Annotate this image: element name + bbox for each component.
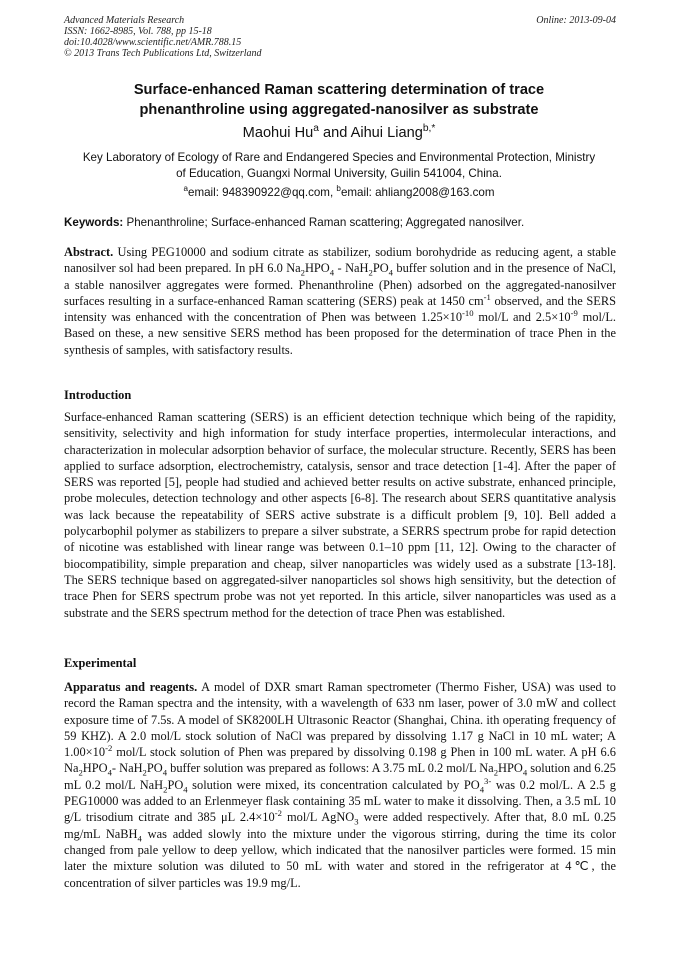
- exp-text-1: A model of DXR smart Raman spectrometer (Thermo Fisher, USA) was used to record the Raman spectra and the intensity, with a wavelength of 633 nm laser, power of 3.0 mW and collect exposure time of 7.5s. A model of SK8200LH Ultrasonic Reactor (Shanghai, China. ith operating frequency of 59 KHZ). A 2.0 mol/L stock solution of NaCl was prepared by dissolving 1.17 g NaCl in 10 mL water; A 1.00×10: [64, 680, 616, 760]
- affiliation: [54, 150, 624, 182]
- author-2-sup: b,*: [422, 123, 436, 135]
- doi[interactable]: doi:10.4028/www.scientific.net/AMR.788.15: [64, 37, 242, 48]
- exp-text-9: PO: [167, 777, 184, 792]
- author-1: Maohui Hu: [242, 125, 314, 141]
- experimental-heading: Experimental: [64, 656, 137, 670]
- abstract: [64, 244, 616, 358]
- exp-sub-9: 4: [479, 784, 485, 795]
- abstract-text-1: Using PEG10000 and sodium citrate as stabilizer, sodium borohydride as reducing agent, a stable nanosilver sol had been prepared. In pH 6.0 Na: [64, 245, 616, 276]
- copyright: © 2013 Trans Tech Publications Ltd, Switzerland: [64, 48, 262, 59]
- affiliation-line-2: of Education, Guangxi Normal University, Guilin 541004, China.: [176, 167, 502, 180]
- exp-text-11: was 0.2 mol/L. A 2.5 g PEG10000 was added to an Erlenmeyer flask containing 35 mL water to make it dissolving. Then, a 3.5 mL 10 g/L trisodium citrate and 385 μL 2.4×10: [64, 777, 616, 825]
- exp-sub-5: 2: [493, 767, 499, 778]
- exp-sup-2: 3-: [484, 775, 492, 786]
- exp-text-13: were added respectively. After that, 8.0 mL 0.25 mg/mL NaBH: [64, 810, 616, 841]
- exp-sub-1: 2: [78, 767, 83, 778]
- email-a[interactable]: email: 948390922@qq.com,: [188, 186, 337, 199]
- exp-text-10: solution were mixed, its concentration calculated by PO: [187, 777, 480, 792]
- affiliation-line-1: Key Laboratory of Ecology of Rare and Endangered Species and Environmental Protection, Ministry: [82, 151, 596, 164]
- introduction-heading: Introduction: [64, 388, 132, 402]
- exp-sub-10: 3: [354, 816, 359, 827]
- authors: [40, 124, 638, 142]
- abstract-sup-3: -9: [570, 308, 578, 319]
- experimental-text: [64, 679, 616, 891]
- abstract-sub-1: 2: [300, 267, 305, 278]
- exp-text-2: mol/L stock solution of Phen was prepared by dissolving 0.198 g Phen in 100 mL water. A pH 6.6 Na: [64, 745, 616, 776]
- exp-sub-3: 2: [142, 767, 147, 778]
- abstract-text-4: PO: [372, 261, 389, 276]
- exp-text-3: HPO: [82, 761, 108, 776]
- exp-text-8: solution and 6.25 mL 0.2 mol/L NaH: [64, 761, 616, 792]
- apparatus-label: Apparatus and reagents.: [64, 680, 198, 694]
- abstract-text-3: - NaH: [334, 261, 369, 276]
- email-b[interactable]: email: ahliang2008@163.com: [340, 186, 495, 199]
- abstract-text-7: mol/L and 2.5×10: [473, 310, 571, 325]
- abstract-sub-2: 4: [329, 267, 335, 278]
- abstract-text-2: HPO: [304, 261, 330, 276]
- email-b-sup: b: [336, 184, 341, 194]
- exp-text-6: buffer solution was prepared as follows: A 3.75 mL 0.2 mol/L Na: [167, 761, 494, 776]
- abstract-sub-3: 2: [368, 267, 373, 278]
- email-a-sup: a: [183, 184, 188, 194]
- abstract-sup-2: -10: [462, 308, 474, 319]
- keywords-text: Phenanthroline; Surface-enhanced Raman scattering; Aggregated nanosilver.: [123, 216, 525, 229]
- online-date: Online: 2013-09-04: [536, 15, 616, 26]
- exp-text-7: HPO: [498, 761, 523, 776]
- abstract-text-5: buffer solution and in the presence of NaCl, a stable nanosilver aggregates were formed. Phenanthroline (Phen) adsorbed on the aggregated-nanosilver surfaces resulting in a surface-enhanced Raman scattering (SERS) peak at 1450 cm: [64, 261, 616, 308]
- exp-sub-4: 4: [162, 767, 168, 778]
- abstract-text-8: mol/L. Based on these, a new sensitive SERS method has been proposed for the determination of trace Phen in the synthesis of samples, with satisfactory results.: [64, 310, 616, 357]
- exp-sup-1: -2: [105, 743, 113, 754]
- exp-sub-11: 4: [137, 833, 142, 844]
- exp-text-12: mol/L AgNO: [281, 810, 355, 825]
- issn: ISSN: 1662-8985, Vol. 788, pp 15-18: [64, 26, 212, 37]
- title-line-1: Surface-enhanced Raman scattering determination of trace: [133, 82, 545, 98]
- authors-conj: and: [318, 125, 351, 141]
- journal-header: [64, 15, 616, 59]
- exp-sub-6: 4: [522, 767, 528, 778]
- exp-text-14: was added slowly into the mixture under the vigorous stirring, during the time its color changed from pale yellow to deep yellow, which indicated that the nanosilver particles were formed. 15 min later the mixture solution was diluted to 50 mL with water and stored in the refrigerator at 4℃, the concentration of silver particles was 19.9 mg/L.: [64, 826, 617, 890]
- emails: [40, 185, 638, 201]
- abstract-sup-1: -1: [483, 291, 491, 302]
- abstract-sub-4: 4: [388, 267, 393, 278]
- introduction-text: Surface-enhanced Raman scattering (SERS) is an efficient detection technique which being of the rapidity, sensitivity, selectivity and high information for study interface properties, intermolecular interactions, and characterization in molecular adsorption behavior of surface, the molecular structure. Recently, SERS has been applied to surface adsorption, electrochemistry, catalysis, sensor and trace detection [1-4]. After the paper of SERS was reported [5], people had studied and achieved better results on active substrate, enhanced principle, probe molecules, detection technology and other aspects [6-8]. The research about SERS quantitative analysis was lack because the repeatability of SERS active substrate is a difficult problem [9, 10]. Bell added a polycarbophil polymer as stabilizers to prepare a silver substrate, a SERRS spectrum probe for rapid detection of nicotine was established with linear range was between 0.1–10 ppm [11, 12]. Owing to the character of biocompatibility, simple preparation and cheap, silver nanoparticles was widely used as a substrate [13-18]. The SERS technique based on aggregated-silver nanoparticles sol shows high sensitivity, but the detection of trace Phen for SERS spectrum probe was not yet reported. In this article, silver nanoparticles was used as a substrate and the SERS spectrum method for the detection of trace Phen was established.: [64, 410, 616, 620]
- exp-text-5: PO: [146, 761, 163, 776]
- exp-sub-8: 4: [183, 784, 188, 795]
- author-2: Aihui Liang: [350, 125, 423, 141]
- exp-text-4: - NaH: [111, 761, 143, 776]
- abstract-text-6: observed, and the SERS intensity was enhanced with the concentration of Phen was between 1.25×10: [64, 293, 616, 325]
- abstract-label: Abstract.: [64, 245, 114, 259]
- title-line-2: phenanthroline using aggregated-nanosilver as substrate: [139, 102, 539, 118]
- paper-title: [40, 80, 638, 120]
- exp-sub-2: 4: [107, 767, 112, 778]
- keywords-label: Keywords:: [64, 216, 124, 229]
- author-1-sup: a: [313, 123, 319, 135]
- keywords: [64, 215, 616, 231]
- exp-sup-3: -2: [274, 808, 282, 819]
- exp-sub-7: 2: [163, 784, 168, 795]
- journal-name: Advanced Materials Research: [64, 15, 185, 26]
